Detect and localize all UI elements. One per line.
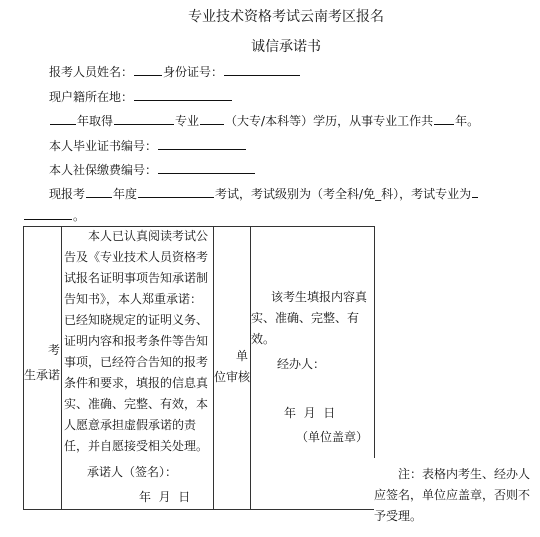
unit-header-char: 单 [236, 349, 249, 363]
field-line-education [49, 112, 479, 129]
exam-major-tail-blank[interactable] [472, 185, 478, 198]
document-subtitle: 诚信承诺书 [251, 39, 321, 55]
apply-label: 现报考 [49, 187, 86, 201]
year-end-label: 年。 [455, 114, 480, 128]
id-blank[interactable] [224, 63, 300, 76]
unit-header-text: 位审核 [214, 370, 251, 384]
review-text: 该考生填报内容真实、准确、完整、有效。 [251, 290, 368, 346]
field-line-social-security [49, 161, 256, 178]
field-line-household [49, 88, 233, 105]
table-border-right [374, 226, 375, 458]
exam-name-blank[interactable] [138, 185, 214, 198]
candidate-header-char: 考 [48, 343, 61, 357]
apply-year-blank[interactable] [86, 185, 112, 198]
handler-label: 经办人： [277, 357, 326, 371]
years-blank[interactable] [434, 112, 454, 125]
apply-year-label: 年度 [113, 187, 138, 201]
household-blank[interactable] [134, 88, 232, 101]
document-title: 专业技术资格考试云南考区报名 [188, 9, 384, 25]
table-border-bottom [23, 509, 374, 510]
name-blank[interactable] [134, 63, 162, 76]
major-label: 专业 [175, 114, 200, 128]
period-label: 。 [73, 209, 86, 223]
degree-blank[interactable] [200, 112, 224, 125]
degree-label: （大专/本科等）学历，从事专业工作共 [225, 114, 434, 128]
footnote: 注：表格内考生、经办人应签名，单位应盖章，否则不予受理。 [374, 467, 531, 523]
candidate-header-text: 生承诺 [24, 368, 61, 382]
promise-text: 本人已认真阅读考试公告及《专业技术人员资格考试报名证明事项告知承诺制告知书》，本人郑重承诺：已经知晓规定的证明义务、证明内容和报考条件等告知事项，已经符合告知的报考条件和要求，填报的信息真实、准确、完整、有效，本人愿意承担虚假承诺的责任，并自愿接受相关处理。 [64, 229, 209, 453]
date-1: 年 月 日 [139, 490, 191, 504]
certificate-label: 本人毕业证书编号： [49, 139, 158, 153]
exam-major-blank[interactable] [24, 207, 72, 220]
field-line-name [49, 63, 301, 80]
field-line-apply-cont [23, 207, 85, 224]
field-line-certificate [49, 137, 247, 154]
social-security-blank[interactable] [158, 161, 255, 174]
exam-label: 考试，考试级别为（考全科/免_科），考试专业为 [215, 187, 472, 201]
social-security-label: 本人社保缴费编号： [49, 163, 158, 177]
name-label: 报考人员姓名： [49, 65, 134, 79]
date-2: 年 月 日 [284, 406, 336, 420]
household-label: 现户籍所在地： [49, 90, 134, 104]
signer-label: 承诺人（签名）： [87, 465, 178, 479]
year-label: 年取得 [77, 114, 114, 128]
field-line-apply [49, 185, 479, 202]
major-blank[interactable] [114, 112, 174, 125]
certificate-blank[interactable] [158, 137, 246, 150]
id-label: 身份证号： [163, 65, 224, 79]
year-blank[interactable] [50, 112, 76, 125]
seal-label: （单位盖章） [296, 430, 369, 444]
